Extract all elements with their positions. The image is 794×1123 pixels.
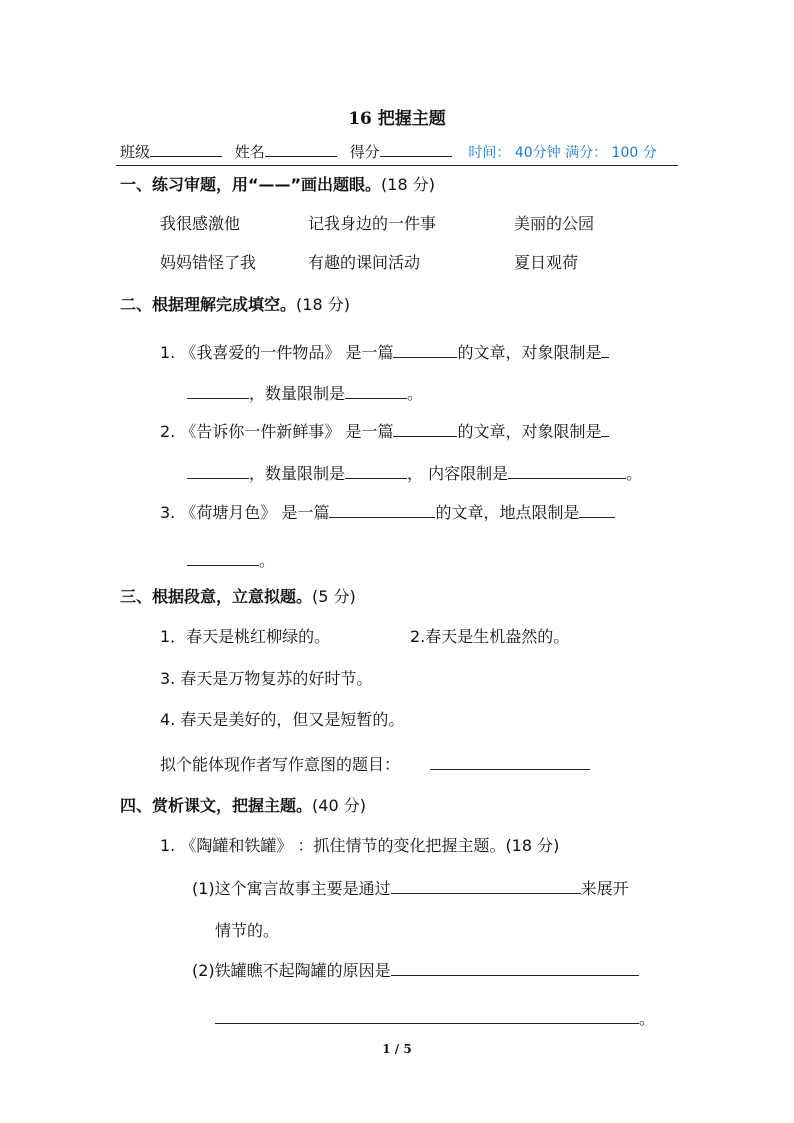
question-4-1-1-line1: (1)这个寓言故事主要是通过 来展开	[192, 879, 629, 898]
time-score-text: 时间： 40分钟 满分： 100 分	[468, 145, 657, 161]
section1-item: 美丽的公园	[514, 214, 595, 233]
answer-blank[interactable]	[215, 1008, 639, 1024]
page-title: 16 把握主题	[348, 109, 446, 129]
question-2-3-line2: 。	[187, 548, 275, 571]
page-number: 1 / 5	[382, 1042, 412, 1056]
class-label: 班级	[120, 143, 151, 161]
section1-item: 妈妈错怪了我	[160, 253, 257, 272]
answer-blank[interactable]	[601, 342, 609, 358]
question-4-1: 1. 《陶罐和铁罐》 ：抓住情节的变化把握主题。(18 分)	[160, 836, 560, 855]
score-blank[interactable]	[380, 142, 452, 157]
question-4-1-2-line1: (2)铁罐瞧不起陶罐的原因是	[192, 958, 639, 981]
name-blank[interactable]	[265, 142, 337, 157]
question-2-1-line1: 1. 《我喜爱的一件物品》 是一篇 的文章，对象限制是	[160, 340, 609, 363]
section3-item: 1．春天是桃红柳绿的。	[160, 627, 331, 646]
answer-blank[interactable]	[579, 502, 615, 518]
score-label: 得分	[349, 143, 380, 161]
answer-blank[interactable]	[329, 502, 435, 518]
section1-heading: 一、练习审题，用“——”画出题眼。(18 分)	[120, 175, 435, 194]
section3-prompt: 拟个能体现作者写作意图的题目：	[160, 752, 590, 775]
answer-blank[interactable]	[391, 960, 639, 976]
answer-blank[interactable]	[345, 463, 407, 479]
section1-item: 有趣的课间活动	[308, 253, 421, 272]
question-2-2-line2: ，数量限制是 ， 内容限制是 。	[187, 461, 642, 484]
section3-item: 3. 春天是万物复苏的好时节。	[160, 669, 373, 688]
section1-item: 我很感激他	[160, 214, 241, 233]
section4-heading: 四、赏析课文，把握主题。(40 分)	[120, 796, 366, 815]
section1-item: 记我身边的一件事	[308, 214, 437, 233]
answer-blank[interactable]	[601, 421, 609, 437]
header-info-row	[120, 141, 657, 162]
section3-item: 2.春天是生机盎然的。	[410, 627, 570, 646]
section2-heading: 二、根据理解完成填空。(18 分)	[120, 295, 350, 314]
answer-blank[interactable]	[345, 383, 407, 399]
answer-blank[interactable]	[187, 463, 249, 479]
title-answer-blank[interactable]	[430, 754, 590, 770]
class-blank[interactable]	[150, 142, 222, 157]
question-4-1-2-line2: 。	[215, 1006, 655, 1029]
answer-blank[interactable]	[393, 342, 457, 358]
answer-blank[interactable]	[393, 421, 457, 437]
question-2-1-line2: ，数量限制是 。	[187, 381, 423, 404]
answer-blank[interactable]	[508, 463, 626, 479]
answer-blank[interactable]	[187, 550, 259, 566]
section1-item: 夏日观荷	[514, 253, 579, 272]
answer-blank[interactable]	[391, 878, 581, 894]
answer-blank[interactable]	[187, 383, 249, 399]
section3-heading: 三、根据段意，立意拟题。(5 分)	[120, 587, 356, 606]
question-4-1-1-line2: 情节的。	[215, 921, 280, 940]
question-2-2-line1: 2. 《告诉你一件新鲜事》 是一篇 的文章，对象限制是	[160, 419, 609, 442]
section3-item: 4. 春天是美好的，但又是短暂的。	[160, 710, 405, 729]
name-label: 姓名	[234, 143, 265, 161]
header-divider	[116, 165, 678, 166]
question-2-3-line1: 3. 《荷塘月色》 是一篇 的文章，地点限制是	[160, 500, 615, 523]
